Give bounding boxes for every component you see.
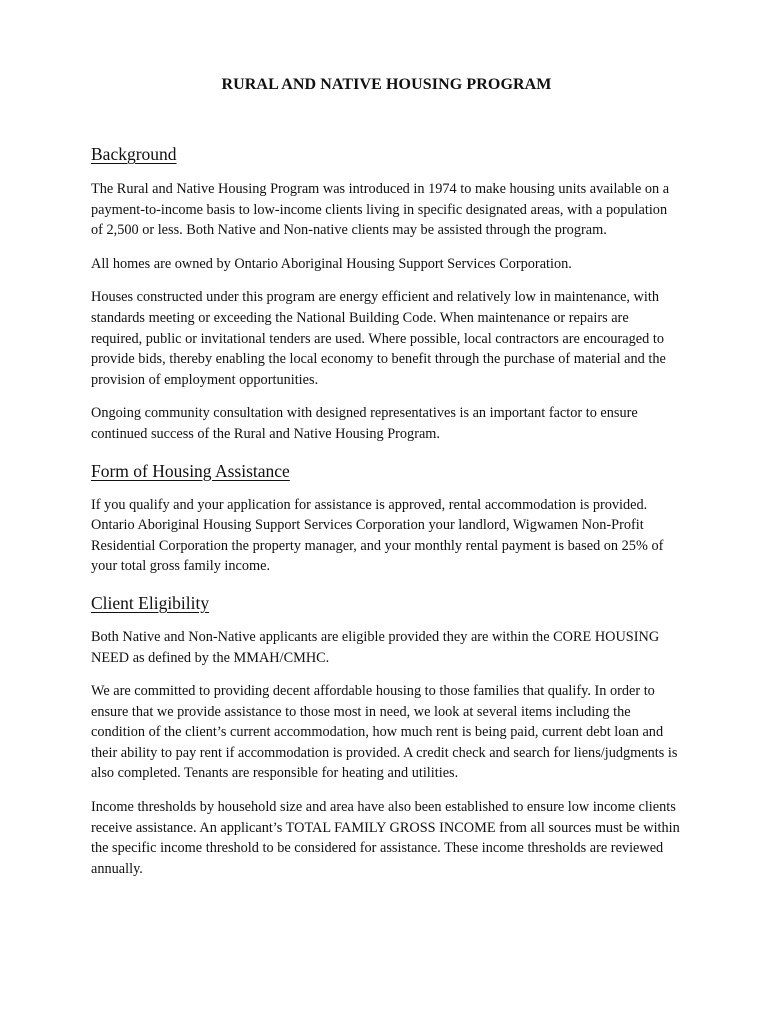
background-paragraph-3: Houses constructed under this program are energy efficient and relatively low in maintenance, with standards meeting or exceeding the National Building Code. When maintenance or repairs are required, public or invitational tenders are used. Where possible, local contractors are encouraged to provide bids, thereby enabling the local economy to benefit through the purchase of material and the provision of employment opportunities. [91, 289, 666, 388]
document-title: RURAL AND NATIVE HOUSING PROGRAM [221, 76, 552, 93]
background-paragraph-2: All homes are owned by Ontario Aboriginal Housing Support Services Corporation. [91, 255, 572, 272]
section-heading-background: Background [91, 144, 177, 164]
form-of-assistance-paragraph-1: If you qualify and your application for assistance is approved, rental accommodation is provided. Ontario Aboriginal Housing Support Services Corporation your landlord, Wigwamen Non-Profit Residential Corporation the property manager, and your monthly rental payment is based on 25% of your total gross family income. [91, 496, 664, 575]
section-heading-form-of-housing-assistance: Form of Housing Assistance [91, 460, 290, 481]
eligibility-paragraph-2: We are committed to providing decent affordable housing to those families that qualify. In order to ensure that we provide assistance to those most in need, we look at several items including the condition of the client’s current accommodation, how much rent is being paid, current debt loan and their ability to pay rent if accommodation is provided. A credit check and search for liens/judgments is also completed. Tenants are responsible for heating and utilities. [91, 683, 678, 782]
section-heading-client-eligibility: Client Eligibility [91, 592, 210, 613]
eligibility-paragraph-1: Both Native and Non-Native applicants are eligible provided they are within the CORE HOUSING NEED as defined by the MMAH/CMHC. [91, 628, 660, 666]
background-paragraph-1: The Rural and Native Housing Program was introduced in 1974 to make housing units available on a payment-to-income basis to low-income clients living in specific designated areas, with a population of 2,500 or less. Both Native and Non-native clients may be assisted through the program. [91, 181, 670, 239]
eligibility-paragraph-3: Income thresholds by household size and area have also been established to ensure low income clients receive assistance. An applicant’s TOTAL FAMILY GROSS INCOME from all sources must be within the specific income threshold to be considered for assistance. These income thresholds are reviewed annually. [91, 799, 680, 877]
background-paragraph-4: Ongoing community consultation with designed representatives is an important factor to ensure continued success of the Rural and Native Housing Program. [91, 405, 638, 442]
